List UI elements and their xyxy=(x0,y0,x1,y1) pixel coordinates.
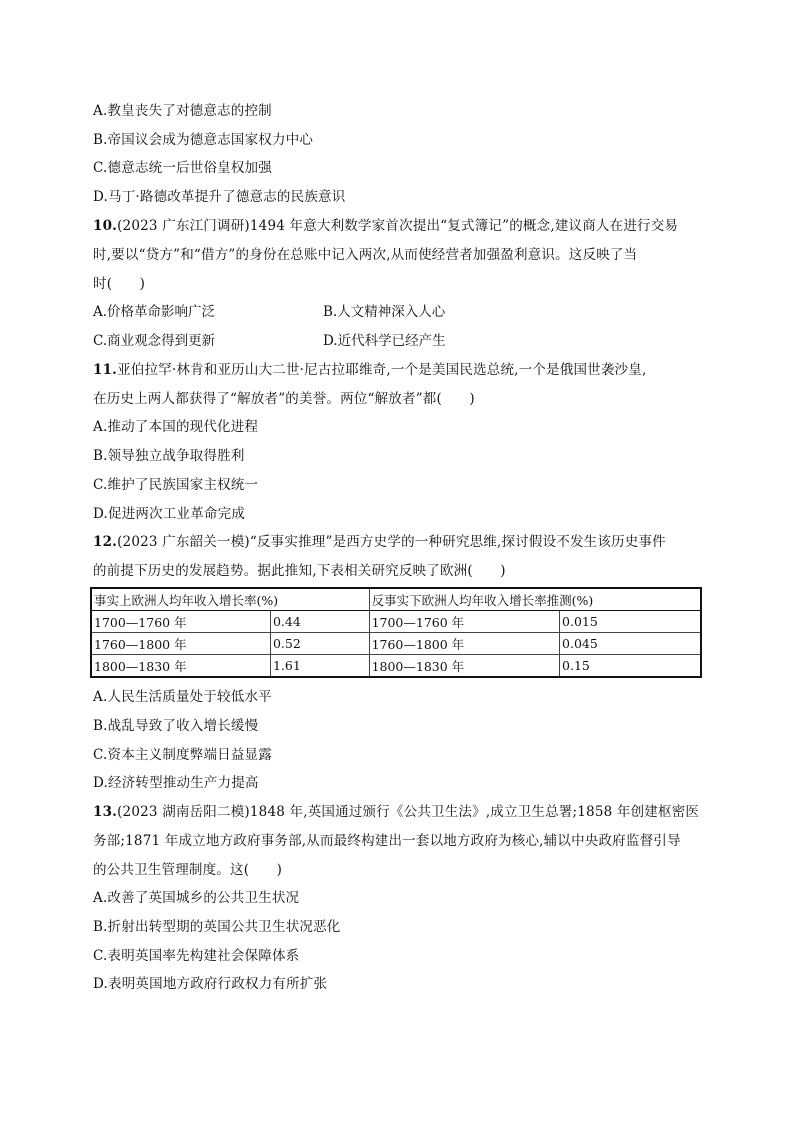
table-cell-value: 1.61 xyxy=(270,655,369,678)
q11-stem-line-2: 在历史上两人都获得了“解放者”的美誉。两位“解放者”都( ) xyxy=(93,391,475,407)
q13-number: 13. xyxy=(93,804,118,820)
q13-option-d: D.表明英国地方政府行政权力有所扩张 xyxy=(93,976,328,992)
table-cell-value: 0.15 xyxy=(560,655,701,678)
q13-option-a: A.改善了英国城乡的公共卫生状况 xyxy=(93,890,300,906)
q12-option-a: A.人民生活质量处于较低水平 xyxy=(93,689,272,705)
table-cell-value: 0.44 xyxy=(270,611,369,633)
q13-stem-text-1: (2023 湖南岳阳二模)1848 年,英国通过颁行《公共卫生法》,成立卫生总署;1858 年创建枢密医 xyxy=(117,804,700,820)
table-row xyxy=(91,633,701,655)
table-cell-period: 1760—1800 年 xyxy=(369,633,559,655)
q9-option-d: D.马丁·路德改革提升了德意志的民族意识 xyxy=(93,189,346,205)
q13-option-b: B.折射出转型期的英国公共卫生状况恶化 xyxy=(93,919,341,935)
table-header-actual: 事实上欧洲人均年收入增长率(%) xyxy=(91,588,369,611)
q13-stem-line-3: 的公共卫生管理制度。这( ) xyxy=(93,862,283,878)
q9-option-a: A.教皇丧失了对德意志的控制 xyxy=(93,103,272,119)
q10-number: 10. xyxy=(93,218,118,234)
q11-stem-line-1 xyxy=(93,360,646,380)
q10-stem-line-1 xyxy=(93,216,678,236)
table-cell-period: 1800—1830 年 xyxy=(91,655,270,678)
q11-option-b: B.领导独立战争取得胜利 xyxy=(93,448,245,464)
q12-option-d: D.经济转型推动生产力提高 xyxy=(93,775,259,791)
q12-option-c: C.资本主义制度弊端日益显露 xyxy=(93,747,272,763)
q11-option-c: C.维护了民族国家主权统一 xyxy=(93,477,259,493)
q12-stem-text-1: (2023 广东韶关一模)“反事实推理”是西方史学的一种研究思维,探讨假设不发生该历史事件 xyxy=(117,534,666,550)
table-cell-period: 1760—1800 年 xyxy=(91,633,270,655)
q9-option-c: C.德意志统一后世俗皇权加强 xyxy=(93,160,272,176)
income-growth-table xyxy=(90,587,702,678)
q10-option-c: C.商业观念得到更新 xyxy=(93,333,216,349)
q11-number: 11. xyxy=(93,362,118,378)
table-cell-value: 0.015 xyxy=(560,611,701,633)
q11-option-d: D.促进两次工业革命完成 xyxy=(93,506,246,522)
q11-stem-text-1: 亚伯拉罕·林肯和亚历山大二世·尼古拉耶维奇,一个是美国民选总统,一个是俄国世袭沙皇, xyxy=(117,362,647,378)
table-header-row xyxy=(91,588,701,611)
q13-stem-line-2: 务部;1871 年成立地方政府事务部,从而最终构建出一套以地方政府为核心,辅以中央政府监督引导 xyxy=(93,833,681,849)
q10-stem-line-3: 时( ) xyxy=(93,276,146,292)
q13-stem-line-1 xyxy=(93,802,699,822)
q10-option-a: A.价格革命影响广泛 xyxy=(93,304,216,320)
q10-option-b: B.人文精神深入人心 xyxy=(323,304,446,320)
table-row xyxy=(91,655,701,678)
q10-option-d: D.近代科学已经产生 xyxy=(323,333,446,349)
q9-option-b: B.帝国议会成为德意志国家权力中心 xyxy=(93,132,314,148)
q12-stem-line-2: 的前提下历史的发展趋势。据此推知,下表相关研究反映了欧洲( ) xyxy=(93,563,506,579)
table-cell-value: 0.52 xyxy=(270,633,369,655)
table-cell-period: 1700—1760 年 xyxy=(369,611,559,633)
q10-stem-text-1: (2023 广东江门调研)1494 年意大利数学家首次提出“复式簿记”的概念,建议商人在进行交易 xyxy=(117,218,679,234)
table-header-counterfactual: 反事实下欧洲人均年收入增长率推测(%) xyxy=(369,588,701,611)
q11-option-a: A.推动了本国的现代化进程 xyxy=(93,419,259,435)
q10-stem-line-2: 时,要以“贷方”和“借方”的身份在总账中记入两次,从而使经营者加强盈利意识。这反映了当 xyxy=(93,247,638,263)
q13-option-c: C.表明英国率先构建社会保障体系 xyxy=(93,948,300,964)
table-row xyxy=(91,611,701,633)
q12-number: 12. xyxy=(93,534,118,550)
table-cell-period: 1800—1830 年 xyxy=(369,655,559,678)
q12-stem-line-1 xyxy=(93,532,666,552)
q12-option-b: B.战乱导致了收入增长缓慢 xyxy=(93,718,259,734)
table-cell-value: 0.045 xyxy=(560,633,701,655)
table-cell-period: 1700—1760 年 xyxy=(91,611,270,633)
